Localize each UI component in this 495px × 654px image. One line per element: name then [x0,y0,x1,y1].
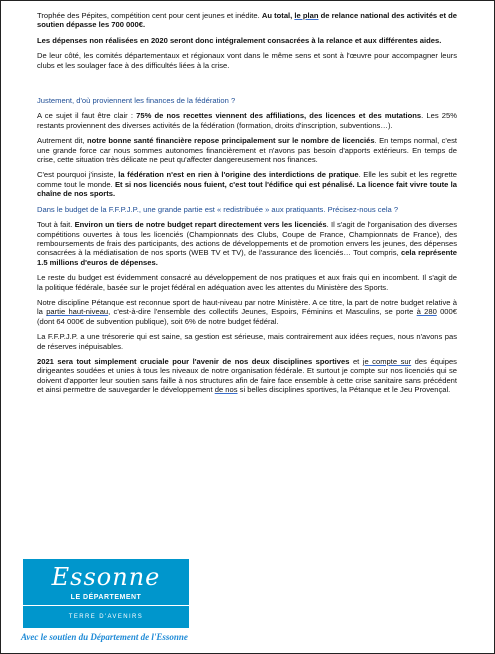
paragraph-5: Autrement dit, notre bonne santé financière repose principalement sur le nombre de licenciés. En temps normal, c'est une grande force car nous sommes autonomes financièrement et n'avons pas besoin d'apports extérieurs. En temps de crise, cette situation très délicate ne peut qu'affecter dangereusement nos finances. [37,136,457,165]
paragraph-3: De leur côté, les comités départementaux et régionaux vont dans le même sens et sont à l'œuvre pour accompagner leurs clubs et les soulager face à des difficultés liées à la crise. [37,51,457,70]
paragraph-8: Le reste du budget est évidemment consacré au développement de nos pratiques et aux frais qui en incombent. Il s'agit de la politique fédérale, basée sur le projet fédéral en adéquation avec les attentes du Ministère des Sports. [37,273,457,292]
paragraph-1: Trophée des Pépites, compétition cent pour cent jeunes et inédite. Au total, le plan de relance national des activités et de soutien dépasse les 700 000€. [37,11,458,30]
paragraph-10: La F.F.P.J.P. a une trésorerie qui est saine, sa gestion est sérieuse, mais contrairement aux idées reçues, nous n'avons pas de réserves inépuisables. [37,332,457,351]
paragraph-2: Les dépenses non réalisées en 2020 seront donc intégralement consacrées à la relance et aux différentes aides. [37,35,442,45]
paragraph-7: Tout à fait. Environ un tiers de notre budget repart directement vers les licenciés. Il s'agit de l'organisation des diverses compétitions ouvertes à tous les licenciés (Championnats des Clubs, Coupe de France, Championnats de France), des remboursements de frais des participants, des actions de développements et de promotion envers les jeunes, des dépenses consacrées à la médiatisation de nos sports (WEB TV et TV), de l'assurance des licenciés… Tout compris, cela représente 1.5 millions d'euros de dépenses. [37,220,457,267]
question-finances: Justement, d'où proviennent les finances de la fédération ? [37,96,236,106]
paragraph-4: A ce sujet il faut être clair : 75% de nos recettes viennent des affiliations, des licences et des mutations. Les 25% restants proviennent des diverses activités de la fédération (formation, droits d'inscription, subventions…). [37,111,457,130]
paragraph-11: 2021 sera tout simplement cruciale pour l'avenir de nos deux disciplines sportives et je compte sur des équipes dirigeantes soudées et unies à tous les niveaux de notre organisation fédérale. Et surtout je compte sur nos licenciés qui se doivent d'apporter leur soutien sans faille à nos structures afin de faire face ensemble à cette crise sanitaire sans précédent et ainsi permettre de sauvegarder le développement de nos si belles disciplines sportives, la Pétanque et le Jeu Provençal. [37,356,457,395]
logo-department-label: LE DÉPARTEMENT [70,594,142,601]
paragraph-6: C'est pourquoi j'insiste, la fédération n'est en rien à l'origine des interdictions de pratique. Elle les subit et les regrette comme tout le monde. Et si nos licenciés nous fuient, c'est tout l'édifice qui est pénalisé. La licence fait vivre toute la chaîne de nos sports. [37,170,457,199]
logo-wordmark: Essonne [51,563,161,591]
support-footer: Avec le soutien du Département de l'Essonne [21,632,188,642]
question-budget: Dans le budget de la F.F.P.J.P., une grande partie est « redistribuée » aux pratiquants. Précisez-nous cela ? [37,204,399,214]
article-body [37,11,457,401]
paragraph-9: Notre discipline Pétanque est reconnue sport de haut-niveau par notre Ministère. A ce titre, la part de notre budget relative à la partie haut-niveau, c'est-à-dire l'ensemble des collectifs Jeunes, Espoirs, Féminins et Masculins, se porte à 280 000€ (dont 64 000€ de subvention publique), soit 6% de notre budget fédéral. [37,297,457,326]
essonne-logo [23,559,189,628]
logo-divider [23,605,189,606]
logo-tagline: TERRE D'AVENIRS [68,614,144,620]
